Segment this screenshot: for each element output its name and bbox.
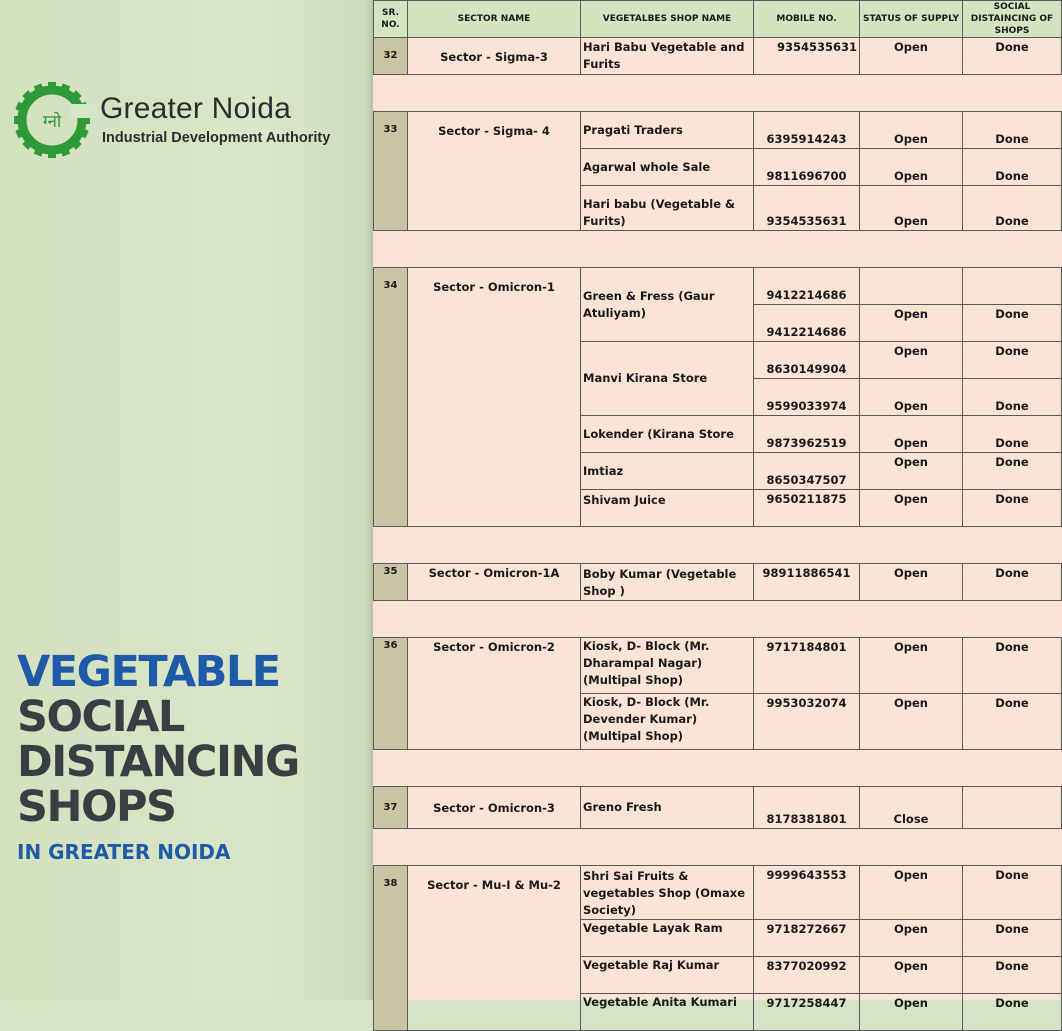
distancing-cell: Done: [963, 342, 1062, 379]
shops-table: [373, 0, 1062, 1031]
headline: [17, 647, 299, 864]
sr-cell: 34: [374, 268, 408, 527]
sr-cell: 35: [374, 564, 408, 601]
status-cell: Close: [860, 787, 963, 829]
mobile-cell: 9873962519: [754, 416, 860, 453]
left-panel: [0, 0, 374, 1000]
mobile-cell: 8377020992: [754, 957, 860, 994]
status-cell: Open: [860, 994, 963, 1031]
headline-line-1: VEGETABLE: [17, 647, 280, 697]
distancing-cell: Done: [963, 957, 1062, 994]
sector-cell: Sector - Omicron-2: [408, 638, 581, 750]
mobile-cell: 9999643553: [754, 866, 860, 920]
distancing-cell: Done: [963, 305, 1062, 342]
status-cell: Open: [860, 112, 963, 149]
status-cell: Open: [860, 920, 963, 957]
header-sr-no: SR. NO.: [374, 1, 408, 38]
gear-tooth: [48, 82, 56, 90]
mobile-cell: 9412214686: [754, 305, 860, 342]
spacer-row: [374, 829, 1062, 866]
sr-cell: 32: [374, 38, 408, 75]
mobile-cell: 9953032074: [754, 694, 860, 750]
distancing-cell: Done: [963, 920, 1062, 957]
shop-cell: Boby Kumar (Vegetable Shop ): [581, 564, 754, 601]
shop-cell: Vegetable Raj Kumar: [581, 957, 754, 994]
mobile-cell: 9354535631: [754, 186, 860, 231]
spacer-row: [374, 750, 1062, 787]
shop-cell: Vegetable Anita Kumari: [581, 994, 754, 1031]
sector-cell: Sector - Sigma-3: [408, 38, 581, 75]
shop-cell: Kiosk, D- Block (Mr. Dharampal Nagar) (Multipal Shop): [581, 638, 754, 694]
distancing-cell: Done: [963, 638, 1062, 694]
gear-logo-icon: [12, 74, 92, 164]
mobile-cell: 9718272667: [754, 920, 860, 957]
status-cell: Open: [860, 38, 963, 75]
header-distancing: SOCIAL DISTAINCING OF SHOPS: [963, 1, 1062, 38]
distancing-cell: Done: [963, 694, 1062, 750]
logo-title: Greater Noida: [100, 92, 292, 125]
distancing-cell: Done: [963, 994, 1062, 1031]
table-row: [374, 38, 1062, 75]
shops-table-sheet: [373, 0, 1060, 1010]
headline-line-3: DISTANCING: [17, 737, 299, 787]
mobile-cell: 6395914243: [754, 112, 860, 149]
spacer-row: [374, 601, 1062, 638]
status-cell: Open: [860, 186, 963, 231]
distancing-cell: [963, 787, 1062, 829]
status-cell: Open: [860, 638, 963, 694]
header-status: STATUS OF SUPPLY: [860, 1, 963, 38]
table-row: [374, 112, 1062, 149]
distancing-cell: Done: [963, 453, 1062, 490]
shop-cell: Green & Fress (Gaur Atuliyam): [581, 268, 754, 342]
status-cell: Open: [860, 866, 963, 920]
sector-cell: Sector - Sigma- 4: [408, 112, 581, 231]
header-sector: SECTOR NAME: [408, 1, 581, 38]
headline-subtitle: IN GREATER NOIDA: [17, 840, 231, 864]
sr-cell: 37: [374, 787, 408, 829]
shop-cell: Lokender (Kirana Store: [581, 416, 754, 453]
status-cell: Open: [860, 453, 963, 490]
logo-glyph: ग्नो: [42, 112, 62, 132]
status-cell: Open: [860, 957, 963, 994]
shop-cell: Vegetable Layak Ram: [581, 920, 754, 957]
mobile-cell: 8178381801: [754, 787, 860, 829]
spacer-row: [374, 75, 1062, 112]
headline-line-2: SOCIAL: [17, 692, 184, 742]
distancing-cell: Done: [963, 416, 1062, 453]
shop-cell: Greno Fresh: [581, 787, 754, 829]
spacer-row: [374, 527, 1062, 564]
mobile-cell: 9717184801: [754, 638, 860, 694]
mobile-cell: 9650211875: [754, 490, 860, 527]
table-row: [374, 564, 1062, 601]
shop-cell: Hari babu (Vegetable & Furits): [581, 186, 754, 231]
mobile-cell: 8630149904: [754, 342, 860, 379]
distancing-cell: Done: [963, 112, 1062, 149]
mobile-cell: 98911886541: [754, 564, 860, 601]
table-row: [374, 268, 1062, 305]
distancing-cell: Done: [963, 866, 1062, 920]
sector-cell: Sector - Omicron-1: [408, 268, 581, 527]
shop-cell: Kiosk, D- Block (Mr. Devender Kumar) (Multipal Shop): [581, 694, 754, 750]
status-cell: Open: [860, 149, 963, 186]
distancing-cell: [963, 268, 1062, 305]
sector-cell: Sector - Mu-I & Mu-2: [408, 866, 581, 1031]
distancing-cell: Done: [963, 38, 1062, 75]
mobile-cell: 9811696700: [754, 149, 860, 186]
distancing-cell: Done: [963, 149, 1062, 186]
status-cell: Open: [860, 416, 963, 453]
headline-line-4: SHOPS: [17, 782, 176, 832]
status-cell: Open: [860, 564, 963, 601]
mobile-cell: 9412214686: [754, 268, 860, 305]
mobile-cell: 8650347507: [754, 453, 860, 490]
header-mobile: MOBILE NO.: [754, 1, 860, 38]
distancing-cell: Done: [963, 186, 1062, 231]
mobile-cell: 9354535631: [754, 38, 860, 75]
status-cell: Open: [860, 305, 963, 342]
status-cell: Open: [860, 490, 963, 527]
shop-cell: Shri Sai Fruits & vegetables Shop (Omaxe Society): [581, 866, 754, 920]
table-header-row: [374, 1, 1062, 38]
status-cell: Open: [860, 379, 963, 416]
distancing-cell: Done: [963, 490, 1062, 527]
status-cell: Open: [860, 342, 963, 379]
shop-cell: Manvi Kirana Store: [581, 342, 754, 416]
sector-cell: Sector - Omicron-1A: [408, 564, 581, 601]
sr-cell: 38: [374, 866, 408, 1031]
distancing-cell: Done: [963, 379, 1062, 416]
gear-tooth: [48, 150, 56, 158]
mobile-cell: 9717258447: [754, 994, 860, 1031]
distancing-cell: Done: [963, 564, 1062, 601]
table-row: [374, 787, 1062, 829]
status-cell: [860, 268, 963, 305]
gnida-logo: [12, 74, 352, 164]
shop-cell: Shivam Juice: [581, 490, 754, 527]
spacer-row: [374, 231, 1062, 268]
sector-cell: Sector - Omicron-3: [408, 787, 581, 829]
sr-cell: 36: [374, 638, 408, 750]
shop-cell: Agarwal whole Sale: [581, 149, 754, 186]
table-row: [374, 866, 1062, 920]
sr-cell: 33: [374, 112, 408, 231]
mobile-cell: 9599033974: [754, 379, 860, 416]
table-row: [374, 638, 1062, 694]
status-cell: Open: [860, 694, 963, 750]
shop-cell: Pragati Traders: [581, 112, 754, 149]
shop-cell: Hari Babu Vegetable and Furits: [581, 38, 754, 75]
shop-cell: Imtiaz: [581, 453, 754, 490]
header-shop: VEGETALBES SHOP NAME: [581, 1, 754, 38]
gear-tooth: [14, 116, 22, 124]
logo-subtitle: Industrial Development Authority: [102, 130, 331, 146]
